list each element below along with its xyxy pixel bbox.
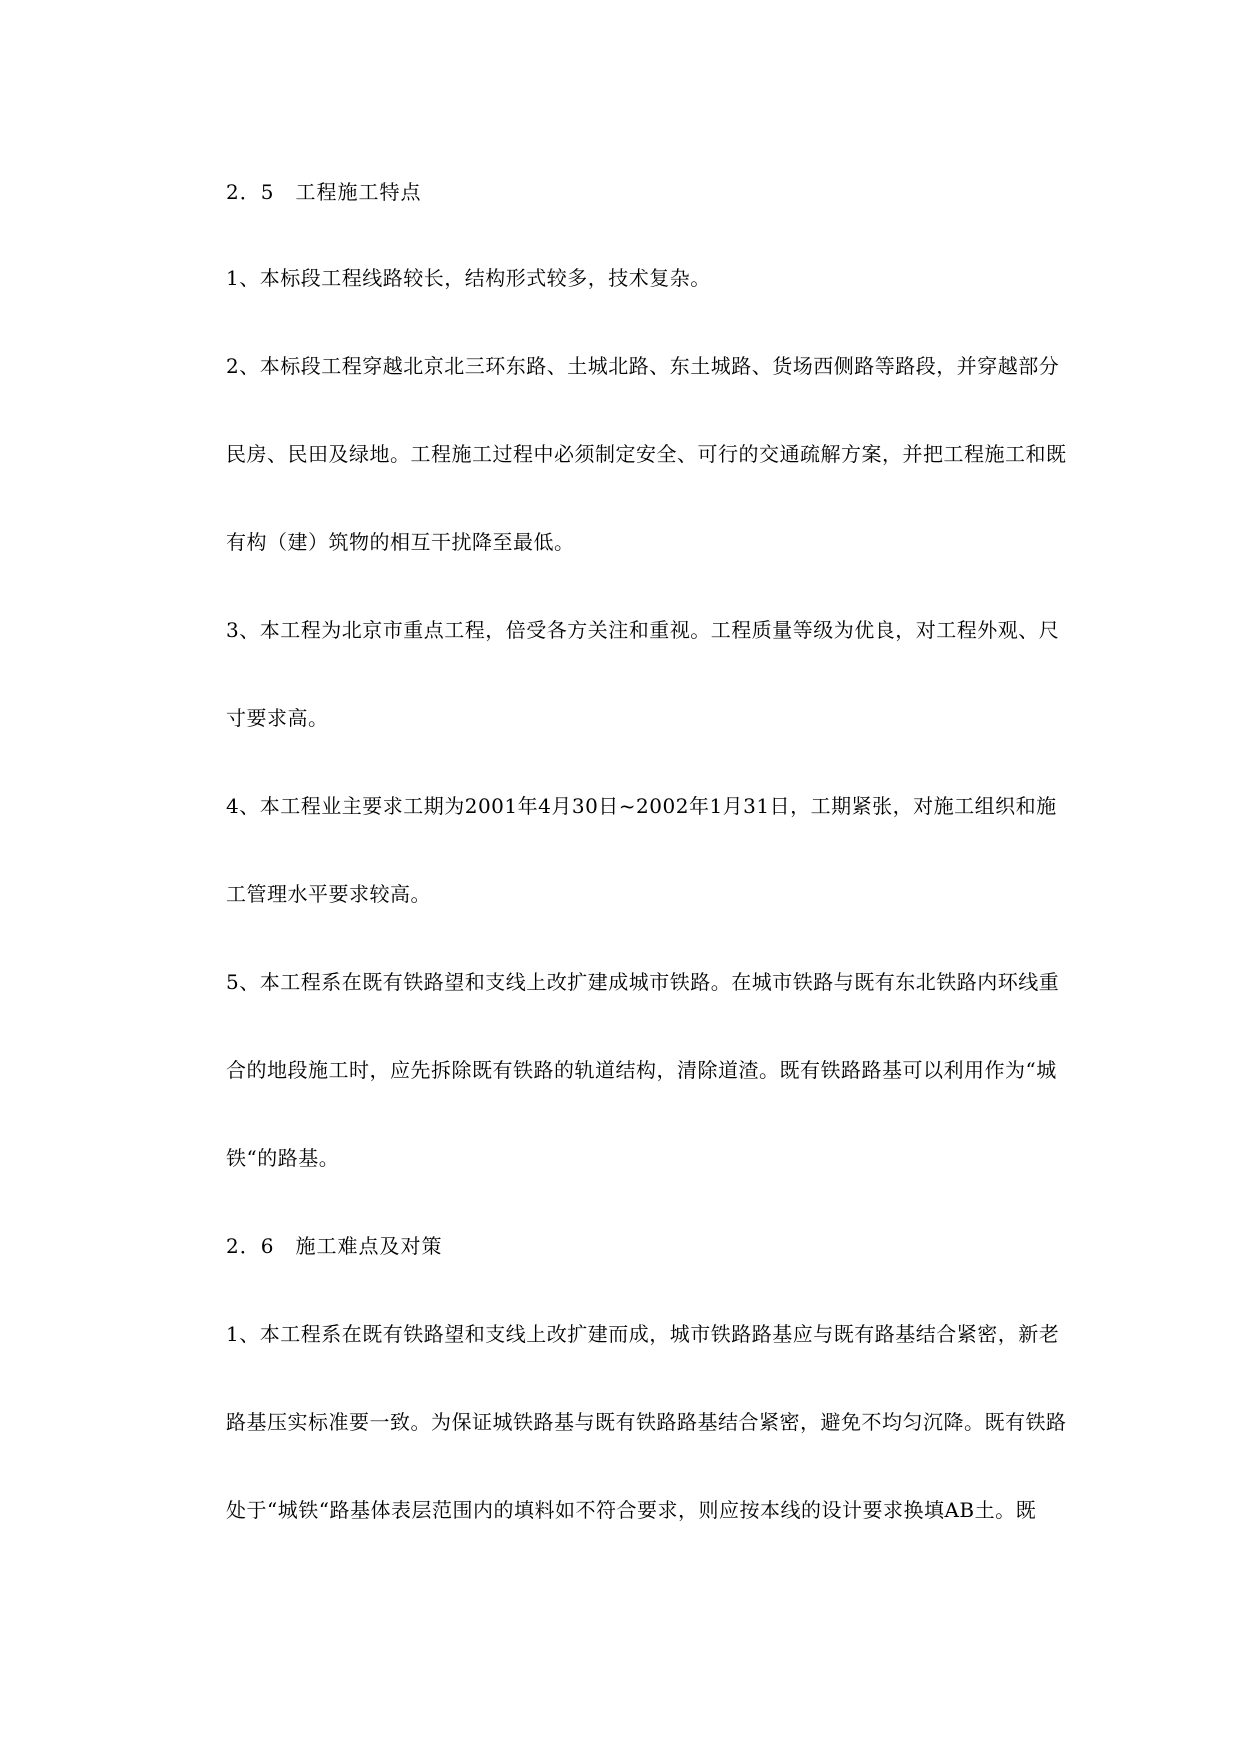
paragraph-line: 民房、民田及绿地。工程施工过程中必须制定安全、可行的交通疏解方案，并把工程施工和既 xyxy=(226,442,1067,466)
section-heading-2-6: 2．6 施工难点及对策 xyxy=(226,1234,443,1258)
section-heading-2-5: 2．5 工程施工特点 xyxy=(226,180,422,204)
paragraph-line: 1、本工程系在既有铁路望和支线上改扩建而成，城市铁路路基应与既有路基结合紧密，新老 xyxy=(226,1322,1060,1346)
paragraph-line: 2、本标段工程穿越北京北三环东路、土城北路、东土城路、货场西侧路等路段，并穿越部分 xyxy=(226,354,1060,378)
paragraph-line: 4、本工程业主要求工期为2001年4月30日~2002年1月31日，工期紧张，对施工组织和施 xyxy=(226,794,1057,818)
paragraph-line: 3、本工程为北京市重点工程，倍受各方关注和重视。工程质量等级为优良，对工程外观、尺 xyxy=(226,618,1060,642)
paragraph-line: 1、本标段工程线路较长，结构形式较多，技术复杂。 xyxy=(226,266,711,290)
paragraph-line: 5、本工程系在既有铁路望和支线上改扩建成城市铁路。在城市铁路与既有东北铁路内环线重 xyxy=(226,970,1060,994)
paragraph-line: 寸要求高。 xyxy=(226,706,329,730)
paragraph-line: 有构（建）筑物的相互干扰降至最低。 xyxy=(226,530,575,554)
paragraph-line: 路基压实标准要一致。为保证城铁路基与既有铁路路基结合紧密，避免不均匀沉降。既有铁路 xyxy=(226,1410,1067,1434)
paragraph-line: 工管理水平要求较高。 xyxy=(226,882,431,906)
paragraph-line: 处于“城铁“路基体表层范围内的填料如不符合要求，则应按本线的设计要求换填AB土。既 xyxy=(226,1498,1037,1522)
paragraph-line: 铁“的路基。 xyxy=(226,1146,340,1170)
paragraph-line: 合的地段施工时，应先拆除既有铁路的轨道结构，清除道渣。既有铁路路基可以利用作为“城 xyxy=(226,1058,1057,1082)
